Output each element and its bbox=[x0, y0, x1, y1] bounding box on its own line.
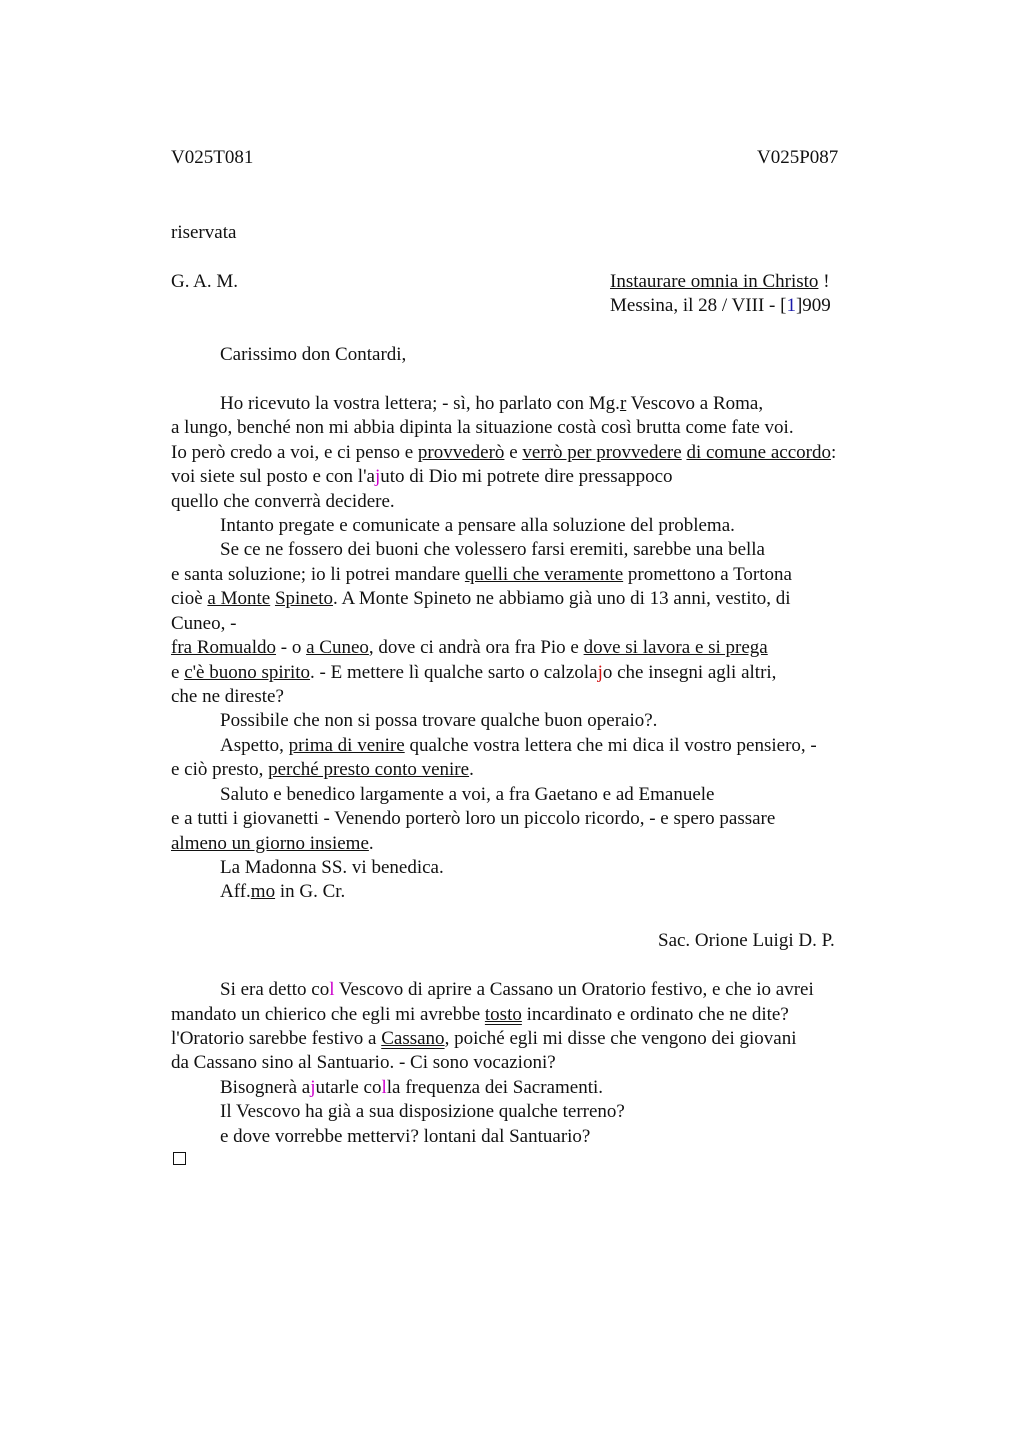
motto-suffix: ! bbox=[818, 271, 830, 292]
letter-line: che ne direste? bbox=[171, 686, 284, 707]
postscript-line: da Cassano sino al Santuario. - Ci sono vocazioni? bbox=[171, 1052, 556, 1073]
letter-line: Possibile che non si possa trovare qualche buon operaio?. bbox=[220, 710, 658, 731]
dateline-digit: 1 bbox=[786, 295, 796, 316]
letter-line: Se ce ne fossero dei buoni che volessero farsi eremiti, sarebbe una bella bbox=[220, 539, 765, 560]
letter-line: quello che converrà decidere. bbox=[171, 491, 395, 512]
letter-line: almeno un giorno insieme. bbox=[171, 833, 374, 854]
letter-line: Cuneo, - bbox=[171, 613, 237, 634]
letter-line: a lungo, benché non mi abbia dipinta la situazione costà così brutta come fate voi. bbox=[171, 417, 794, 438]
label-riservata: riservata bbox=[171, 222, 237, 243]
motto-text: Instaurare omnia in Christo bbox=[610, 271, 819, 292]
letter-line: e c'è buono spirito. - E mettere lì qualche sarto o calzolajo che insegni agli altri, bbox=[171, 662, 777, 683]
letter-line: fra Romualdo - o a Cuneo, dove ci andrà ora fra Pio e dove si lavora e si prega bbox=[171, 637, 768, 658]
letter-line: Intanto pregate e comunicate a pensare alla soluzione del problema. bbox=[220, 515, 735, 536]
letter-line: e ciò presto, perché presto conto venire. bbox=[171, 759, 474, 780]
postscript-line: l'Oratorio sarebbe festivo a Cassano, poiché egli mi disse che vengono dei giovani bbox=[171, 1028, 797, 1049]
gam-initials: G. A. M. bbox=[171, 271, 239, 292]
postscript-line: Bisognerà ajutarle colla frequenza dei Sacramenti. bbox=[220, 1077, 604, 1098]
letter-line: La Madonna SS. vi benedica. bbox=[220, 857, 444, 878]
letter-line: Saluto e benedico largamente a voi, a fra Gaetano e ad Emanuele bbox=[220, 784, 715, 805]
postscript-line: Si era detto col Vescovo di aprire a Cassano un Oratorio festivo, e che io avrei bbox=[220, 979, 814, 1000]
letter-line: voi siete sul posto e con l'ajuto di Dio mi potrete dire pressappoco bbox=[171, 466, 673, 487]
letter-line: Aff.mo in G. Cr. bbox=[220, 881, 346, 902]
document-code-right: V025P087 bbox=[757, 147, 839, 168]
letter-line: e a tutti i giovanetti - Venendo porterò loro un piccolo ricordo, - e spero passare bbox=[171, 808, 776, 829]
dateline bbox=[610, 294, 831, 318]
signature: Sac. Orione Luigi D. P. bbox=[658, 930, 835, 951]
dateline-prefix: Messina, il 28 / VIII - [ bbox=[610, 295, 787, 316]
dateline-suffix: ]909 bbox=[795, 295, 831, 316]
postscript-line: Il Vescovo ha già a sua disposizione qualche terreno? bbox=[220, 1101, 625, 1122]
letter-line: Aspetto, prima di venire qualche vostra lettera che mi dica il vostro pensiero, - bbox=[220, 735, 817, 756]
letter-line: cioè a Monte Spineto. A Monte Spineto ne abbiamo già uno di 13 anni, vestito, di bbox=[171, 588, 791, 609]
greeting: Carissimo don Contardi, bbox=[220, 344, 407, 365]
letter-line: e santa soluzione; io li potrei mandare quelli che veramente promettono a Tortona bbox=[171, 564, 792, 585]
letter-line: Ho ricevuto la vostra lettera; - sì, ho parlato con Mg.r Vescovo a Roma, bbox=[220, 393, 764, 414]
postscript-line: mandato un chierico che egli mi avrebbe tosto incardinato e ordinato che ne dite? bbox=[171, 1004, 789, 1025]
postscript-line: e dove vorrebbe mettervi? lontani dal Santuario? bbox=[220, 1126, 591, 1147]
end-square-icon bbox=[173, 1152, 186, 1165]
motto bbox=[610, 270, 830, 294]
document-code-left: V025T081 bbox=[171, 147, 254, 168]
letter-line: Io però credo a voi, e ci penso e provvederò e verrò per provvedere di comune accordo: bbox=[171, 442, 837, 463]
